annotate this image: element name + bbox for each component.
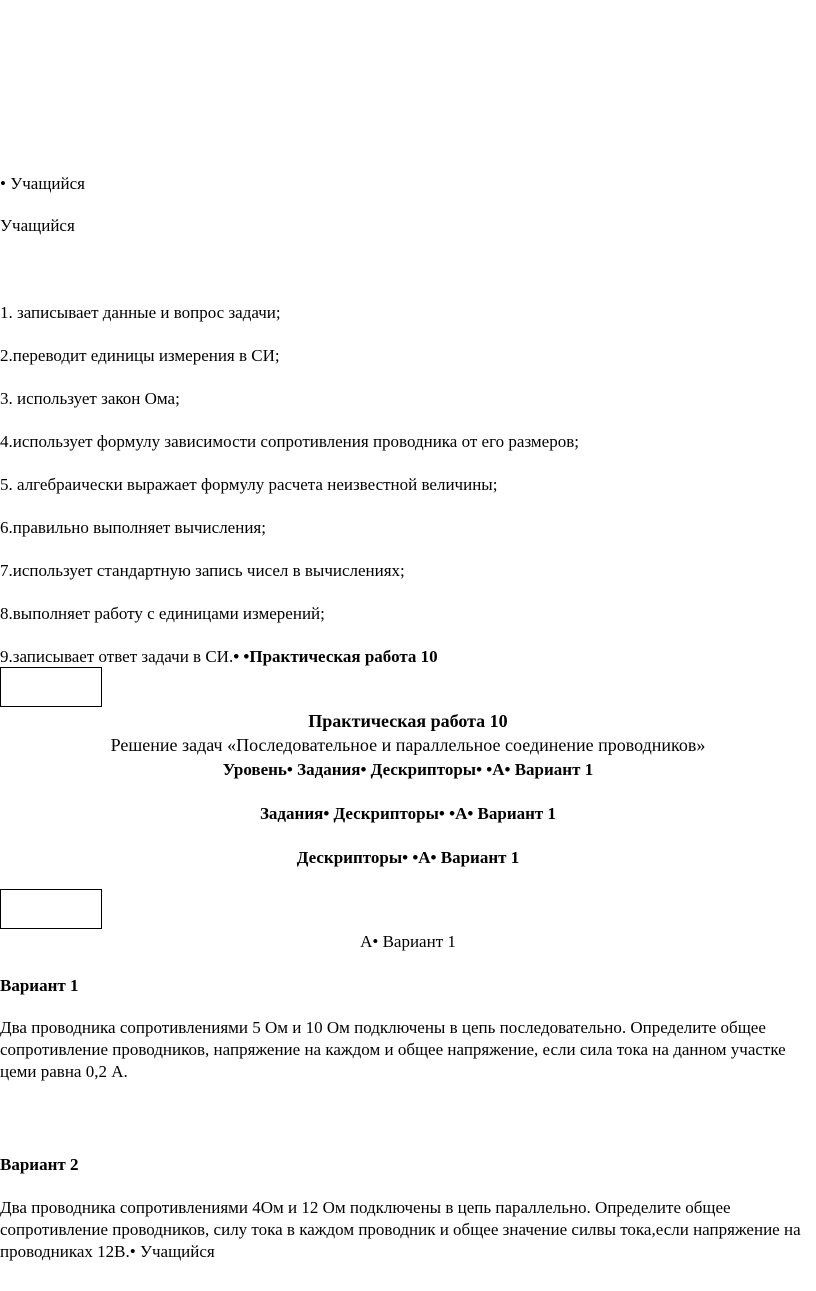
empty-table-cell xyxy=(0,667,102,707)
descriptor-item-4: 4.использует формулу зависимости сопротивления проводника от его размеров; xyxy=(0,432,579,451)
student-label: Учащийся xyxy=(0,216,75,235)
table-header-row-4: А• Вариант 1 xyxy=(360,932,456,951)
variant-1-title: Вариант 1 xyxy=(0,976,79,995)
descriptor-item-2: 2.переводит единицы измерения в СИ; xyxy=(0,346,280,365)
table-header-row-3: Дескрипторы• •А• Вариант 1 xyxy=(296,848,520,867)
descriptor-item-9-tail: • •Практическая работа 10 xyxy=(233,647,438,666)
descriptor-item-6: 6.правильно выполняет вычисления; xyxy=(0,518,266,537)
empty-table-cell-2 xyxy=(0,889,102,929)
page-title: Практическая работа 10 xyxy=(308,711,508,731)
page-subtitle: Решение задач «Последовательное и параллельное соединение проводников» xyxy=(110,735,706,755)
descriptor-item-7: 7.использует стандартную запись чисел в вычислениях; xyxy=(0,561,405,580)
descriptor-item-9-text: 9.записывает ответ задачи в СИ. xyxy=(0,647,234,666)
variant-2-task: Два проводника сопротивлениями 4Ом и 12 Ом подключены в цепь параллельно. Определите общее сопротивление проводников, силу тока в каждом проводник и общее значение силвы тока,если напряжение на проводниках 12В.• Учащийся xyxy=(0,1198,801,1261)
variant-2-title: Вариант 2 xyxy=(0,1155,79,1174)
variant-1-task: Два проводника сопротивлениями 5 Ом и 10 Ом подключены в цепь последовательно. Определите общее сопротивление проводников, напряжение на каждом и общее напряжение, если сила тока на данном участке цеми равна 0,2 А. xyxy=(0,1018,786,1081)
descriptor-item-8: 8.выполняет работу с единицами измерений; xyxy=(0,604,325,623)
table-header-row-1: Уровень• Задания• Дескрипторы• •А• Вариант 1 xyxy=(222,760,594,779)
student-bullet-line: • Учащийся xyxy=(0,174,85,193)
table-header-row-2: Задания• Дескрипторы• •А• Вариант 1 xyxy=(259,804,557,823)
descriptor-item-5: 5. алгебраически выражает формулу расчета неизвестной величины; xyxy=(0,475,498,494)
descriptor-item-1: 1. записывает данные и вопрос задачи; xyxy=(0,303,281,322)
descriptor-item-9 xyxy=(0,647,438,667)
descriptor-item-3: 3. использует закон Ома; xyxy=(0,389,180,408)
